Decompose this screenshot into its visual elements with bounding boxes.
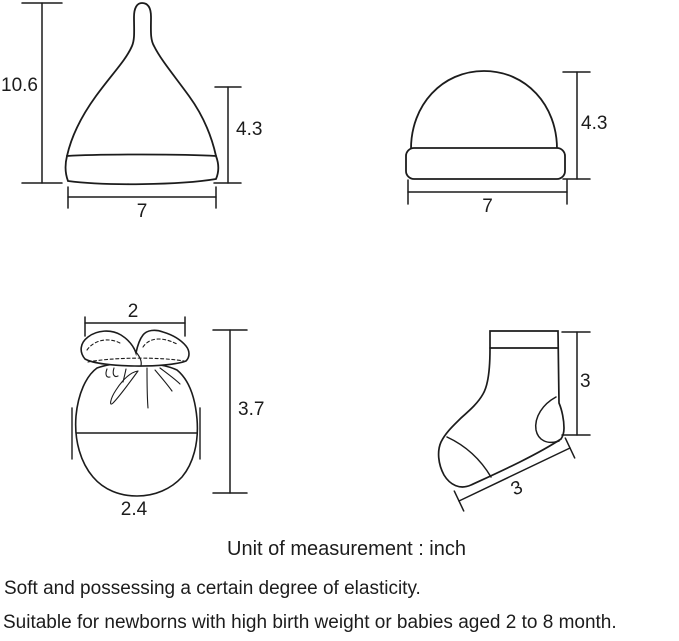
- knot-hat-figure: [22, 3, 241, 208]
- sock-height-label: 3: [580, 371, 591, 392]
- sock-foot-length-label: 3: [507, 476, 526, 501]
- beanie-dome: [411, 71, 557, 149]
- mitten-top-width-label: 2: [127, 301, 139, 322]
- knot-hat-outline: [67, 3, 216, 156]
- mitten-creases: [106, 368, 180, 408]
- beanie-width-label: 7: [482, 196, 493, 217]
- mitten-figure: [72, 317, 247, 496]
- elasticity-note: Soft and possessing a certain degree of elasticity.: [4, 578, 421, 599]
- mitten-width-label: 2.4: [120, 499, 148, 520]
- sock-foot-length-dimension: [454, 438, 574, 511]
- beanie-figure: [406, 71, 590, 204]
- sock-outline: [439, 331, 564, 487]
- suitability-note: Suitable for newborns with high birth weight or babies aged 2 to 8 month.: [3, 612, 617, 633]
- beanie-height-label: 4.3: [581, 113, 608, 134]
- knot-hat-height-label: 10.6: [1, 75, 38, 96]
- sock-toe-seam: [447, 437, 491, 477]
- mitten-height-label: 3.7: [238, 399, 265, 420]
- knot-hat-brim: [66, 155, 219, 185]
- mitten-ruffle: [81, 330, 189, 366]
- knot-hat-width-label: 7: [136, 201, 148, 222]
- knot-hat-brim-label: 4.3: [236, 119, 263, 140]
- unit-of-measurement-note: Unit of measurement : inch: [227, 538, 466, 560]
- sock-heel-seam: [536, 397, 559, 442]
- beanie-brim: [406, 148, 565, 179]
- mitten-mid-width-line: [72, 408, 200, 459]
